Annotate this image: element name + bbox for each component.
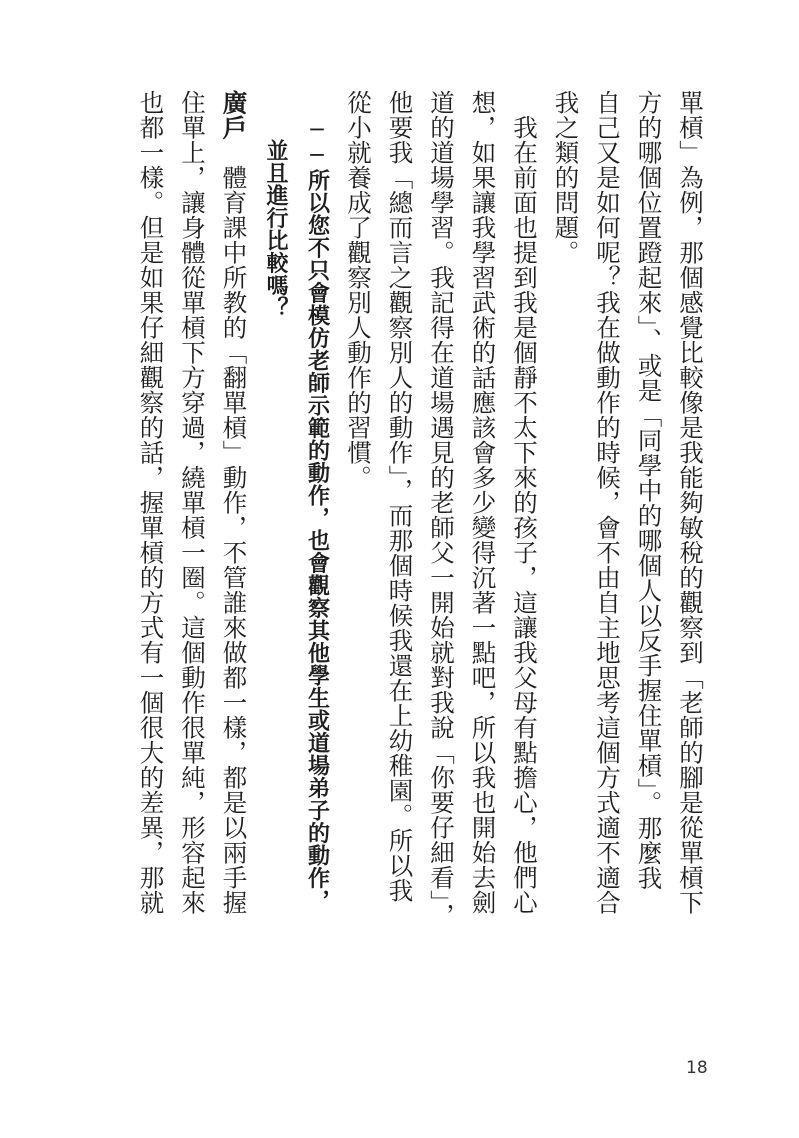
text-column: 也都一樣。但是如果仔細觀察的話，握單槓的方式有一個很大的差異，那就 (136, 90, 166, 915)
text-column: 我之類的問題。 (551, 90, 581, 265)
text-column: 想，如果讓我學習武術的話應該會多少變得沉著一點吧，所以我也開始去劍 (468, 90, 498, 915)
page-number: 18 (686, 1058, 708, 1078)
text-column: 道的道場學習。我記得在道場遇見的老師父一開始就對我說「你要仔細看」， (427, 90, 456, 928)
text-column: 我在前面也提到我是個靜不太下來的孩子，這讓我父母有點擔心，他們心 (510, 90, 539, 915)
text-column: 從小就養成了觀察別人動作的習慣。 (344, 90, 373, 490)
text-column: 方的哪個位置蹬起來」、或是「同學中的哪個人以反手握住單槓」。那麼我 (634, 90, 664, 891)
interviewer-question: ──所以您不只會模仿老師示範的動作，也會觀察其他學生或道場弟子的動作， (304, 118, 330, 912)
interviewer-question-continued: 並且進行比較嗎？ (263, 139, 288, 319)
text-column: 住單上，讓身體從單槓下方穿過，繞單槓一圈。這個動作很單純，形容起來 (178, 90, 207, 915)
text-column: 自己又是如何呢？我在做動作的時候，會不由自主地思考這個方式適不適合 (593, 90, 622, 915)
text-column: 單槓」為例，那個感覺比較像是我能夠敏稅的觀察到「老師的腳是從單槓下 (676, 90, 705, 915)
speaker-name: 廣戶 (219, 90, 249, 140)
answer-text: 體育課中所教的「翻單槓」動作，不管誰來做都一樣，都是以兩手握 (219, 140, 249, 915)
vertical-text-body (130, 90, 711, 960)
text-column: 他要我「總而言之觀察別人的動作」，而那個時候我還在上幼稚園。所以我 (385, 90, 415, 903)
answer-first-column (213, 90, 255, 960)
